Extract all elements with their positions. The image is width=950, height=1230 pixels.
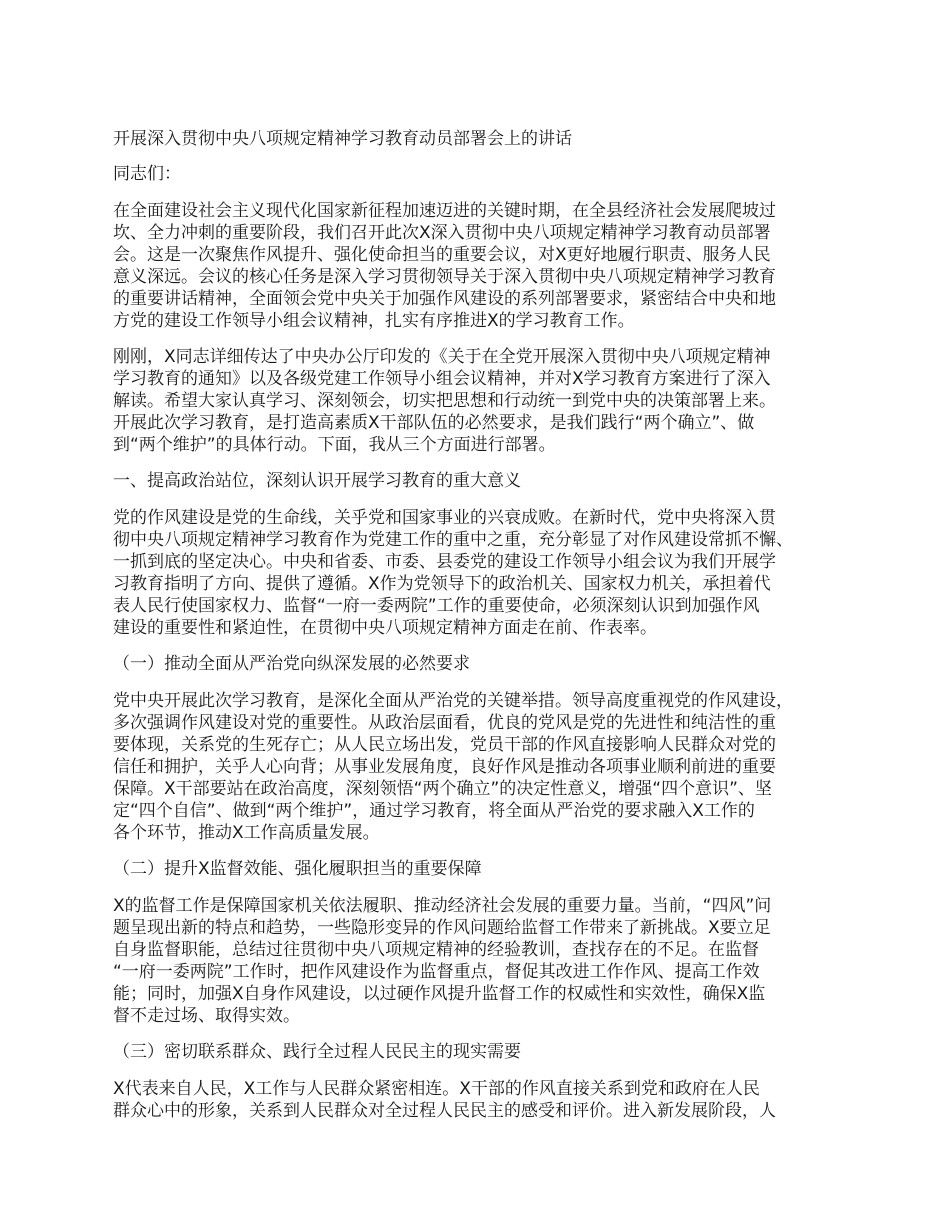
- paragraph-arrangement: 刚刚，X同志详细传达了中央办公厅印发的《关于在全党开展深入贯彻中央八项规定精神 学习教育的通知》以及各级党建工作领导小组会议精神，并对X学习教育方案进行了深入 解读。希望大家认真学习、深刻领会，切实把思想和行动统一到党中央的决策部署上来。 开展此次学习教育，是打造高素质X干部队伍的必然要求，是我们践行“两个确立”、做 到“两个维护”的具体行动。下面，我从三个方面进行部署。: [113, 347, 776, 455]
- section-heading-1: 一、提高政治站位，深刻认识开展学习教育的重大意义: [113, 471, 521, 491]
- document-title: 开展深入贯彻中央八项规定精神学习教育动员部署会上的讲话: [113, 129, 572, 149]
- document-body: [113, 128, 858, 1136]
- subsection-heading-2: （二）提升X监督效能、强化履职担当的重要保障: [113, 859, 482, 879]
- subsection-heading-3: （三）密切联系群众、践行全过程人民民主的现实需要: [113, 1042, 521, 1062]
- paragraph-section-1: 党的作风建设是党的生命线，关乎党和国家事业的兴衰成败。在新时代，党中央将深入贯 彻中央八项规定精神学习教育作为党建工作的重中之重，充分彰显了对作风建设常抓不懈、 一抓到底的坚定决心。中央和省委、市委、县委党的建设工作领导小组会议为我们开展学 习教育指明了方向、提供了遵循。X作为党领导下的政治机关、国家权力机关，承担着代 表人民行使国家权力、监督“一府一委两院”工作的重要使命，必须深刻认识到加强作风 建设的重要性和紧迫性，在贯彻中央八项规定精神方面走在前、作表率。: [113, 508, 793, 638]
- salutation: 同志们：: [113, 164, 181, 184]
- paragraph-intro: 在全面建设社会主义现代化国家新征程加速迈进的关键时期，在全县经济社会发展爬坡过 坎、全力冲刺的重要阶段，我们召开此次X深入贯彻中央八项规定精神学习教育动员部署 会。这是一次聚焦作风提升、强化使命担当的重要会议，对X更好地履行职责、服务人民 意义深远。会议的核心任务是深入学习贯彻领导关于深入贯彻中央八项规定精神学习教育 的重要讲话精神，全面领会党中央关于加强作风建设的系列部署要求，紧密结合中央和地 方党的建设工作领导小组会议精神，扎实有序推进X的学习教育工作。: [113, 201, 776, 331]
- paragraph-subsection-3: X代表来自人民，X工作与人民群众紧密相连。X干部的作风直接关系到党和政府在人民 群众心中的形象，关系到人民群众对全过程人民民主的感受和评价。进入新发展阶段，人: [113, 1079, 776, 1121]
- paragraph-subsection-1: 党中央开展此次学习教育，是深化全面从严治党的关键举措。领导高度重视党的作风建设， 多次强调作风建设对党的重要性。从政治层面看，优良的党风是党的先进性和纯洁性的重 要体现，关系党的生死存亡；从人民立场出发，党员干部的作风直接影响人民群众对党的 信任和拥护，关乎人心向背；从事业发展角度，良好作风是推动各项事业顺利前进的重要 保障。X干部要站在政治高度，深刻领悟“两个确立”的决定性意义，增强“四个意识”、坚 定“四个自信”、做到“两个维护”，通过学习教育，将全面从严治党的要求融入X工作的 各个环节，推动X工作高质量发展。: [113, 691, 793, 843]
- subsection-heading-1: （一）推动全面从严治党向纵深发展的必然要求: [113, 654, 470, 674]
- paragraph-subsection-2: X的监督工作是保障国家机关依法履职、推动经济社会发展的重要力量。当前，“四风”问 题呈现出新的特点和趋势，一些隐形变异的作风问题给监督工作带来了新挑战。X要立足 自身监督职能，总结过往贯彻中央八项规定精神的经验教训，查找存在的不足。在监督 “一府一委两院”工作时，把作风建设作为监督重点，督促其改进工作作风、提高工作效 能；同时，加强X自身作风建设，以过硬作风提升监督工作的权威性和实效性，确保X监 督不走过场、取得实效。: [113, 896, 772, 1026]
